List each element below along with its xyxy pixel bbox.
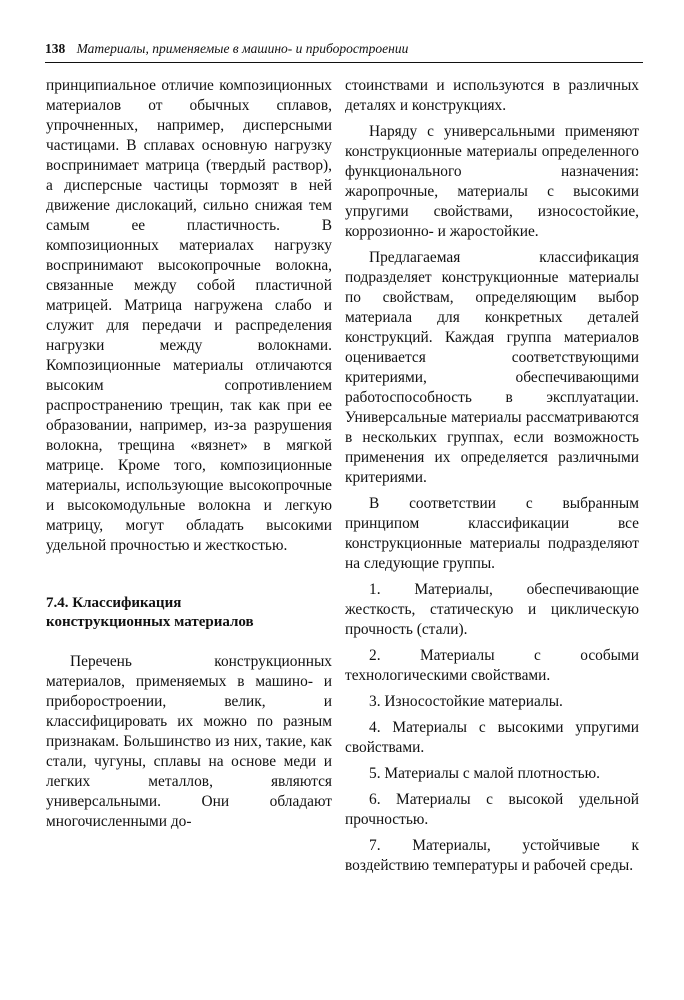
running-title: Материалы, применяемые в машино- и приборостроении bbox=[76, 41, 409, 56]
header-rule bbox=[45, 62, 643, 63]
paragraph: принципиальное отличие композиционных материалов от обычных сплавов, упрочненных, например, дисперсными частицами. В сплавах основную нагрузку воспринимает матрица (твердый раствор), а дисперсные частицы тормозят в ней движение дислокаций, сильно снижая тем самым ее пластичность. В композиционных материалах нагрузку воспринимают высокопрочные волокна, связанные между собой пластичной матрицей. Матрица нагружена слабо и служит для передачи и распределения нагрузки между волокнами. Композиционные материалы отличаются высоким сопротивлением распространению трещин, так как при ее образовании, например, из-за разрушения волокна, трещина «вязнет» в мягкой матрице. Кроме того, композиционные материалы, использующие высокопрочные и высокомодульные волокна и легкую матрицу, могут обладать высокими удельной прочностью и жесткостью. bbox=[46, 77, 332, 554]
list-item: 2. Материалы с особыми технологическими свойствами. bbox=[345, 647, 639, 684]
list-item: 4. Материалы с высокими упругими свойствами. bbox=[345, 719, 639, 756]
list-item: 1. Материалы, обеспечивающие жесткость, статическую и циклическую прочность (стали). bbox=[345, 581, 639, 638]
section-heading bbox=[46, 594, 332, 632]
left-column bbox=[46, 76, 332, 832]
list-item: 3. Износостойкие материалы. bbox=[369, 693, 563, 710]
list-item: 5. Материалы с малой плотностью. bbox=[369, 765, 600, 782]
list-item: 7. Материалы, устойчивые к воздействию температуры и рабочей среды. bbox=[345, 837, 639, 874]
paragraph-continuation: стоинствами и используются в различных деталях и конструкциях. bbox=[345, 77, 639, 114]
paragraph: Предлагаемая классификация подразделяет конструкционные материалы по свойствам, определяющим выбор материала для конкретных деталей конструкций. Каждая группа материалов оценивается соответствующими критериями, обеспечивающими работоспособность в эксплуатации. Универсальные материалы рассматриваются в нескольких группах, если возможность применения их определяется различными критериями. bbox=[345, 249, 639, 486]
section-heading-line: 7.4. Классификация bbox=[46, 595, 182, 611]
list-item: 6. Материалы с высокой удельной прочностью. bbox=[345, 791, 639, 828]
running-header bbox=[45, 40, 643, 58]
paragraph: Наряду с универсальными применяют конструкционные материалы определенного функционального назначения: жаропрочные, материалы с высокими упругими свойствами, износостойкие, коррозионно- и жаростойкие. bbox=[345, 123, 639, 240]
right-column bbox=[345, 76, 639, 876]
paragraph: В соответствии с выбранным принципом классификации все конструкционные материалы подразделяют на следующие группы. bbox=[345, 495, 639, 572]
section-heading-line: конструкционных материалов bbox=[46, 614, 254, 630]
paragraph: Перечень конструкционных материалов, применяемых в машино- и приборостроении, велик, и классифицировать их можно по разным признакам. Большинство из них, такие, как стали, чугуны, сплавы на основе меди и легких металлов, являются универсальными. Они обладают многочисленными до- bbox=[46, 653, 332, 830]
page-number: 138 bbox=[45, 41, 66, 56]
